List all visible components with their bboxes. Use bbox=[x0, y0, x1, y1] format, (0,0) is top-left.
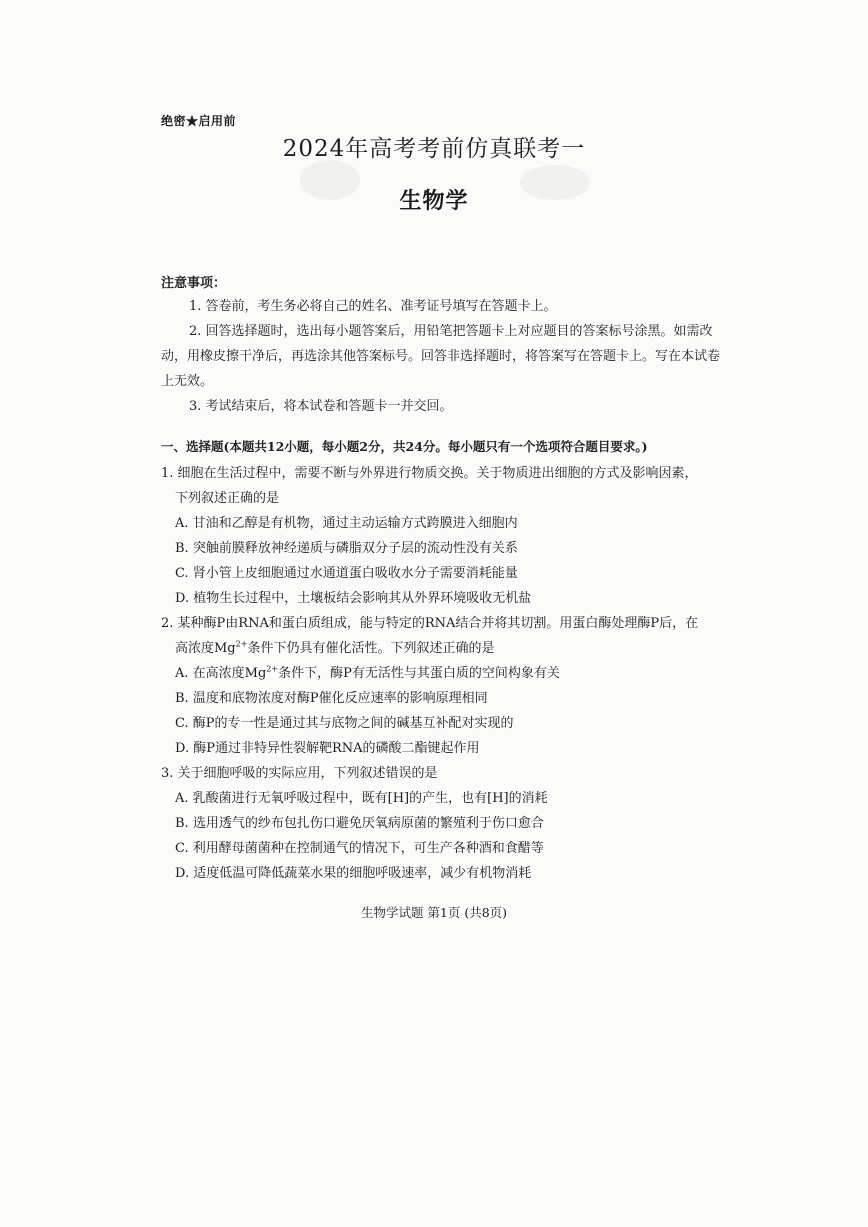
question-stem: 3. 关于细胞呼吸的实际应用，下列叙述错误的是 bbox=[161, 766, 438, 781]
notes-block bbox=[161, 274, 721, 419]
subject-title: 生物学 bbox=[399, 188, 469, 214]
stem-text: 2. 某种酶P由RNA和蛋白质组成，能与特定的RNA结合并将其切割。用蛋白酶处理酶P后，在高浓度Mg bbox=[161, 616, 699, 656]
exam-title: 2024年高考考前仿真联考一 bbox=[282, 136, 586, 162]
question-stem bbox=[161, 611, 709, 661]
option-b: B. 突触前膜释放神经递质与磷脂双分子层的流动性没有关系 bbox=[175, 541, 518, 556]
option-text: 条件下，酶P有无活性与其蛋白质的空间构象有关 bbox=[278, 666, 560, 681]
question-1 bbox=[161, 461, 709, 611]
question-stem: 1. 细胞在生活过程中，需要不断与外界进行物质交换。关于物质进出细胞的方式及影响因素，下列叙述正确的是 bbox=[161, 466, 698, 506]
question-2 bbox=[161, 611, 709, 761]
option-text: A. 在高浓度Mg bbox=[175, 666, 267, 681]
secret-label: 绝密★启用前 bbox=[161, 114, 237, 128]
option-a bbox=[161, 661, 709, 686]
questions-list bbox=[161, 461, 709, 886]
option-c: C. 酶P的专一性是通过其与底物之间的碱基互补配对实现的 bbox=[175, 716, 514, 731]
question-3 bbox=[161, 761, 709, 886]
option-d: D. 酶P通过非特异性裂解靶RNA的磷酸二酯键起作用 bbox=[175, 741, 480, 756]
superscript: 2+ bbox=[235, 639, 248, 649]
option-a: A. 甘油和乙醇是有机物，通过主动运输方式跨膜进入细胞内 bbox=[175, 516, 518, 531]
note-item: 3. 考试结束后，将本试卷和答题卡一并交回。 bbox=[189, 399, 453, 414]
page-footer: 生物学试题 第1页 (共8页) bbox=[360, 905, 508, 920]
note-item: 2. 回答选择题时，选出每小题答案后，用铅笔把答题卡上对应题目的答案标号涂黑。如需改动，用橡皮擦干净后，再选涂其他答案标号。回答非选择题时，将答案写在答题卡上。写在本试卷上无效。 bbox=[161, 324, 721, 389]
stem-text: 条件下仍具有催化活性。下列叙述正确的是 bbox=[247, 641, 495, 656]
option-d: D. 适度低温可降低蔬菜水果的细胞呼吸速率，减少有机物消耗 bbox=[175, 866, 532, 881]
superscript: 2+ bbox=[266, 664, 279, 674]
option-b: B. 温度和底物浓度对酶P催化反应速率的影响原理相同 bbox=[175, 691, 488, 706]
option-a: A. 乳酸菌进行无氧呼吸过程中，既有[H]的产生，也有[H]的消耗 bbox=[175, 791, 548, 806]
section-heading: 一、选择题(本题共12小题，每小题2分，共24分。每小题只有一个选项符合题目要求。) bbox=[161, 439, 648, 454]
note-item: 1. 答卷前，考生务必将自己的姓名、准考证号填写在答题卡上。 bbox=[189, 299, 557, 314]
option-c: C. 肾小管上皮细胞通过水通道蛋白吸收水分子需要消耗能量 bbox=[175, 566, 518, 581]
option-b: B. 选用透气的纱布包扎伤口避免厌氧病原菌的繁殖利于伤口愈合 bbox=[175, 816, 544, 831]
notes-heading: 注意事项： bbox=[161, 276, 227, 291]
option-d: D. 植物生长过程中，土壤板结会影响其从外界环境吸收无机盐 bbox=[175, 591, 532, 606]
option-c: C. 利用酵母菌菌种在控制通气的情况下，可生产各种酒和食醋等 bbox=[175, 841, 544, 856]
